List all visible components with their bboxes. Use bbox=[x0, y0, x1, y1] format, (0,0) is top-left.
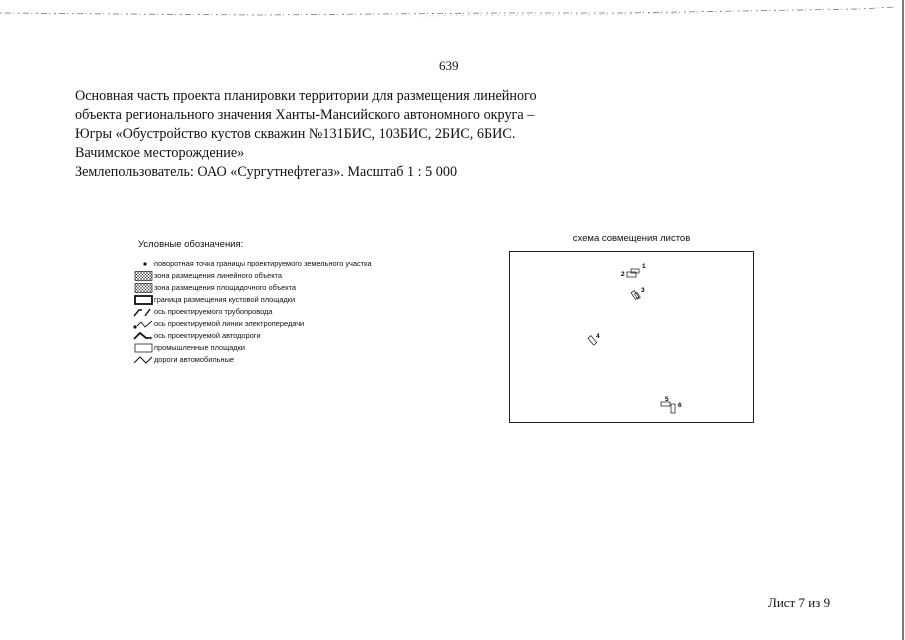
sheet-layout-caption: схема совмещения листов bbox=[572, 233, 691, 244]
rectangle-icon bbox=[132, 342, 154, 354]
title-line: Основная часть проекта планировки территории для размещения линейного bbox=[75, 88, 537, 104]
legend-item-label: ось проектируемой линии электропередачи bbox=[154, 319, 305, 328]
document-title bbox=[75, 87, 585, 182]
sheet-counter: Лист 7 из 9 bbox=[768, 595, 831, 610]
sheet-label: 6 bbox=[678, 402, 682, 409]
hatched-linear-zone-icon bbox=[132, 270, 154, 282]
legend bbox=[132, 239, 432, 366]
bold-rectangle-icon bbox=[132, 294, 154, 306]
sheet-layout-scheme bbox=[509, 251, 754, 423]
legend-item-label: промышленные площадки bbox=[154, 343, 245, 352]
legend-item bbox=[132, 330, 432, 342]
legend-item bbox=[132, 294, 432, 306]
sheet-label: 3 bbox=[641, 287, 645, 294]
sheet-label: 5 bbox=[665, 396, 669, 403]
legend-item bbox=[132, 318, 432, 330]
legend-item-label: поворотная точка границы проектируемого земельного участка bbox=[154, 259, 372, 268]
legend-title: Условные обозначения: bbox=[138, 239, 244, 250]
road-line-icon bbox=[132, 354, 154, 366]
title-line: Вачимское месторождение» bbox=[75, 145, 245, 161]
legend-item bbox=[132, 354, 432, 366]
sheet-outline-3 bbox=[631, 291, 640, 300]
legend-item bbox=[132, 342, 432, 354]
power-line-axis-icon bbox=[132, 318, 154, 330]
legend-item-label: дороги автомобильные bbox=[154, 355, 235, 364]
legend-item bbox=[132, 270, 432, 282]
legend-item-label: зона размещения линейного объекта bbox=[154, 271, 282, 280]
legend-item bbox=[132, 282, 432, 294]
legend-item bbox=[132, 306, 432, 318]
land-user-line: Землепользователь: ОАО «Сургутнефтегаз». Масштаб 1 : 5 000 bbox=[75, 164, 458, 180]
scan-edge-top bbox=[0, 0, 905, 22]
title-line: Югры «Обустройство кустов скважин №131БИС, 103БИС, 2БИС, 6БИС. bbox=[75, 126, 516, 142]
title-line: объекта регионального значения Ханты-Мансийского автономного округа – bbox=[75, 107, 535, 123]
sheet-outline-1-2 bbox=[627, 269, 639, 277]
legend-item-label: граница размещения кустовой площадки bbox=[154, 295, 296, 304]
pipeline-axis-icon bbox=[132, 306, 154, 318]
sheet-outline-5-6 bbox=[661, 402, 675, 413]
legend-item-label: ось проектируемого трубопровода bbox=[154, 307, 273, 316]
turning-point-dot-icon bbox=[132, 258, 154, 270]
legend-item-label: ось проектируемой автодороги bbox=[154, 331, 261, 340]
page-number: 639 bbox=[439, 58, 459, 73]
road-axis-icon bbox=[132, 330, 154, 342]
legend-item bbox=[132, 258, 432, 270]
hatched-site-zone-icon bbox=[132, 282, 154, 294]
sheet-label: 1 bbox=[642, 263, 646, 270]
sheet-label: 4 bbox=[596, 333, 600, 340]
sheet-label: 2 bbox=[621, 271, 625, 278]
scan-edge-right bbox=[895, 0, 905, 640]
legend-item-label: зона размещения площадочного объекта bbox=[154, 283, 297, 292]
